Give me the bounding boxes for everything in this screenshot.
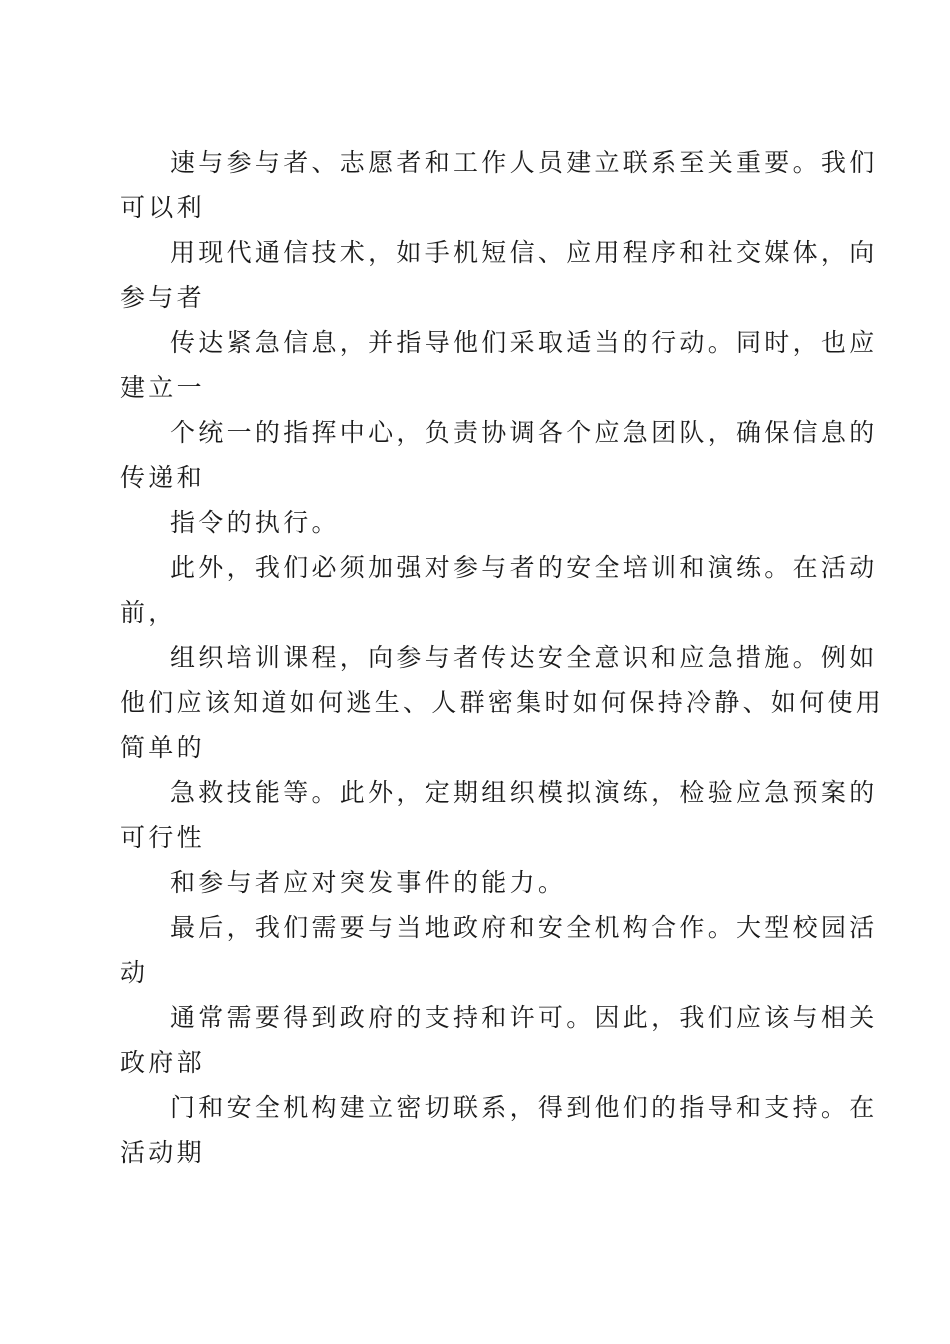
- text-line: 参与者: [120, 283, 205, 312]
- text-line: 可以利: [120, 193, 205, 222]
- text-line: 此外，我们必须加强对参与者的安全培训和演练。在活动: [170, 553, 878, 582]
- text-line: 和参与者应对突发事件的能力。: [170, 868, 567, 897]
- text-line: 最后，我们需要与当地政府和安全机构合作。大型校园活: [170, 913, 878, 942]
- text-line: 传达紧急信息，并指导他们采取适当的行动。同时，也应: [170, 328, 878, 357]
- text-line: 传递和: [120, 463, 205, 492]
- text-line: 简单的: [120, 733, 205, 762]
- text-line: 他们应该知道如何逃生、人群密集时如何保持冷静、如何使用: [120, 688, 885, 717]
- text-line: 前，: [120, 598, 177, 627]
- text-line: 政府部: [120, 1048, 205, 1077]
- text-line: 活动期: [120, 1138, 205, 1167]
- text-line: 动: [120, 958, 149, 987]
- text-line: 急救技能等。此外，定期组织模拟演练，检验应急预案的: [170, 778, 878, 807]
- text-line: 通常需要得到政府的支持和许可。因此，我们应该与相关: [170, 1003, 878, 1032]
- text-line: 用现代通信技术，如手机短信、应用程序和社交媒体，向: [170, 238, 878, 267]
- text-line: 组织培训课程，向参与者传达安全意识和应急措施。例如: [170, 643, 878, 672]
- text-line: 门和安全机构建立密切联系，得到他们的指导和支持。在: [170, 1093, 878, 1122]
- text-line: 速与参与者、志愿者和工作人员建立联系至关重要。我们: [170, 148, 878, 177]
- text-line: 可行性: [120, 823, 205, 852]
- document-body: [120, 140, 885, 1175]
- text-line: 指令的执行。: [170, 508, 340, 537]
- text-line: 个统一的指挥中心，负责协调各个应急团队，确保信息的: [170, 418, 878, 447]
- text-line: 建立一: [120, 373, 205, 402]
